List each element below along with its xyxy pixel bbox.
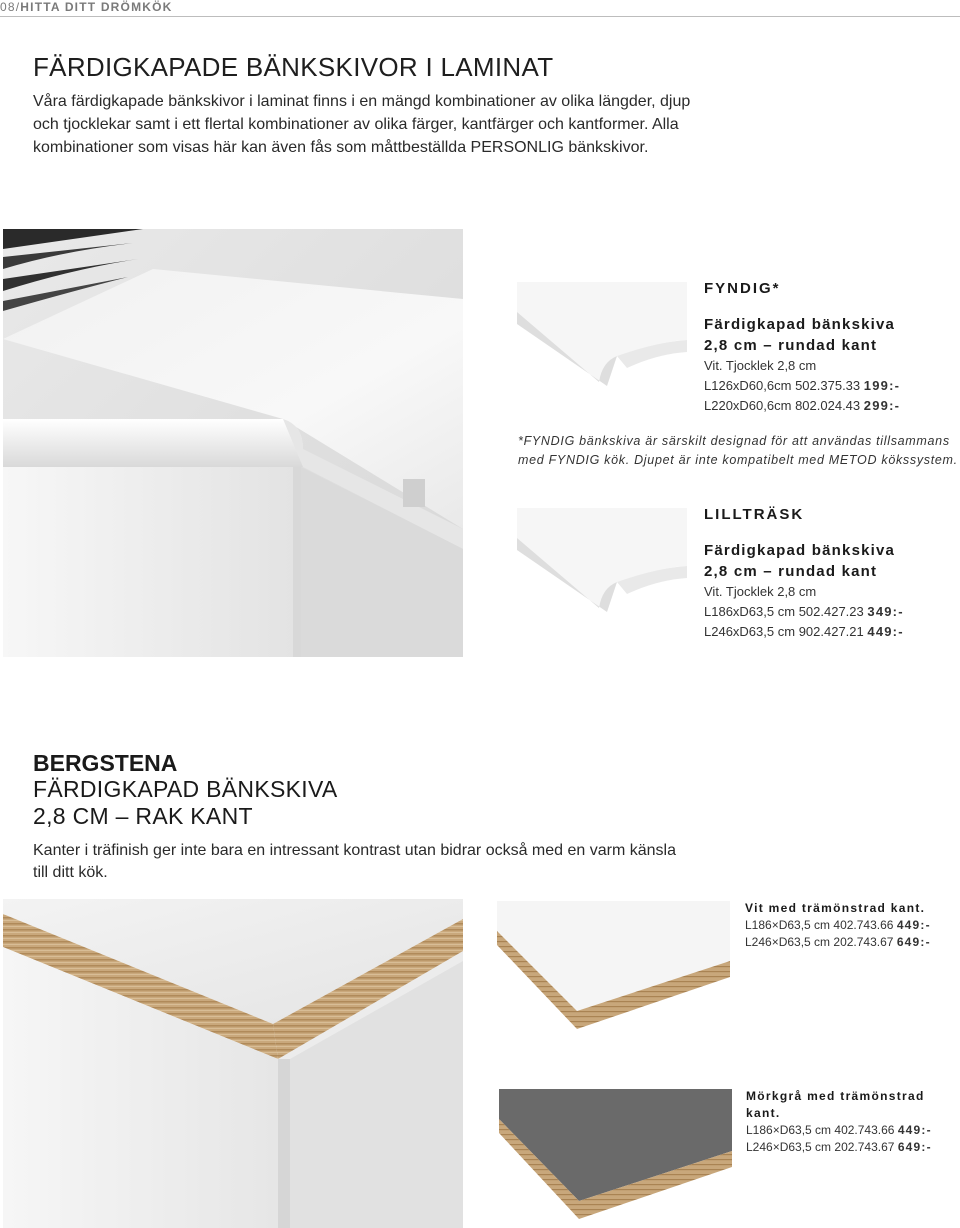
price: 299:- <box>863 398 901 413</box>
bergstena-name: BERGSTENA <box>33 750 178 776</box>
bergstena-edge-title: 2,8 CM – RAK KANT <box>33 803 253 829</box>
price: 449:- <box>897 1123 932 1137</box>
product-name: FYNDIG* <box>704 280 781 297</box>
price: 649:- <box>896 935 931 949</box>
variant-title: Mörkgrå med trämönstrad kant. <box>746 1089 925 1120</box>
bergstena-variant-darkgrey <box>746 1088 932 1156</box>
product-variant: L126xD60,6cm 502.375.33 199:- <box>704 378 901 393</box>
product-description: Vit. Tjocklek 2,8 cm <box>704 584 817 599</box>
variant-line: L246×D63,5 cm 202.743.67 649:- <box>746 1140 932 1154</box>
bergstena-variant-white <box>745 900 957 951</box>
running-head <box>0 0 173 14</box>
product-description: Vit. Tjocklek 2,8 cm <box>704 358 817 373</box>
intro-text: Våra färdigkapade bänkskivor i laminat finns i en mängd kombinationer av olika längder, djup och tjocklekar samt i ett flertal kombinationer av olika färger, kantfärger och kantformer. Alla kombinationer som visas här kan även fås som måttbeställda PERSONLIG bänkskivor. <box>33 93 691 156</box>
product-name: LILLTRÄSK <box>704 506 805 523</box>
product-variant: L246xD63,5 cm 902.427.21 449:- <box>704 624 904 639</box>
kitchen-counter-photo <box>3 229 463 657</box>
product-subtitle-edge: 2,8 cm – rundad kant <box>704 337 878 354</box>
page-number: 08/ <box>0 0 21 14</box>
lilltrask-product-info <box>704 506 954 642</box>
section-title: HITTA DITT DRÖMKÖK <box>20 0 173 14</box>
lilltrask-swatch-image <box>517 508 687 616</box>
variant-line: L186×D63,5 cm 402.743.66 449:- <box>746 1123 932 1137</box>
variant-line: L186×D63,5 cm 402.743.66 449:- <box>745 918 931 932</box>
fyndig-swatch-image <box>517 282 687 390</box>
variant-title: Vit med trämönstrad kant. <box>745 901 926 915</box>
fyndig-product-info <box>704 280 954 416</box>
price: 449:- <box>896 918 931 932</box>
header-rule <box>0 16 960 17</box>
variant-line: L246×D63,5 cm 202.743.67 649:- <box>745 935 931 949</box>
bergstena-title: FÄRDIGKAPAD BÄNKSKIVA <box>33 776 338 802</box>
white-wood-edge-swatch-image <box>497 901 730 1029</box>
price: 199:- <box>863 378 901 393</box>
product-subtitle: Färdigkapad bänkskiva <box>704 316 896 333</box>
price: 349:- <box>867 604 904 619</box>
price: 449:- <box>867 624 904 639</box>
bergstena-counter-photo <box>3 899 463 1228</box>
product-subtitle: Färdigkapad bänkskiva <box>704 542 896 559</box>
page-title: FÄRDIGKAPADE BÄNKSKIVOR I LAMINAT <box>33 52 554 82</box>
fyndig-footnote: *FYNDIG bänkskiva är särskilt designad för att användas tillsammans med FYNDIG kök. Djupet är inte kompatibelt med METOD kökssystem. <box>518 434 958 467</box>
product-variant: L186xD63,5 cm 502.427.23 349:- <box>704 604 904 619</box>
bergstena-description: Kanter i träfinish ger inte bara en intressant kontrast utan bidrar också med en varm känsla till ditt kök. <box>33 842 676 881</box>
product-variant: L220xD60,6cm 802.024.43 299:- <box>704 398 901 413</box>
darkgrey-wood-edge-swatch-image <box>499 1089 732 1219</box>
product-subtitle-edge: 2,8 cm – rundad kant <box>704 563 878 580</box>
price: 649:- <box>897 1140 932 1154</box>
